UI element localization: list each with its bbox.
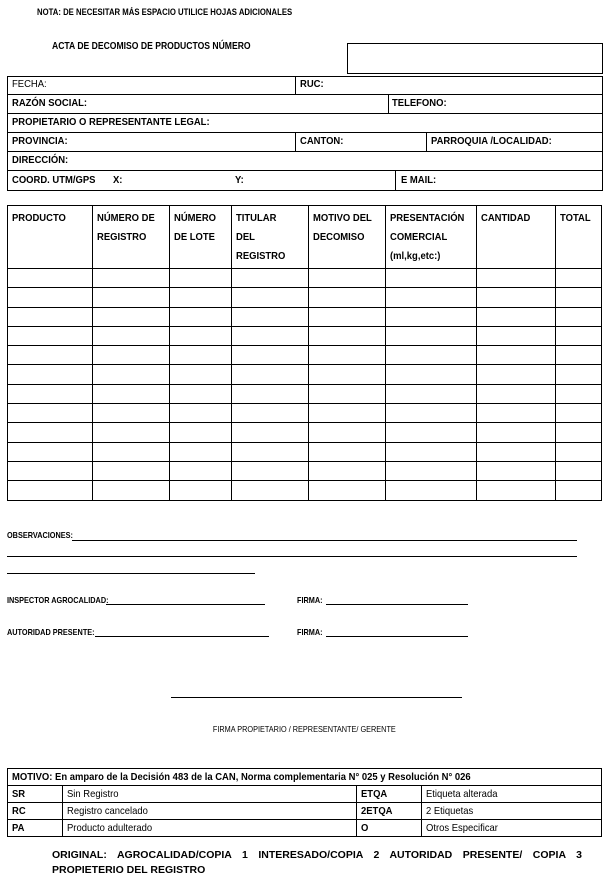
table-row: [8, 481, 602, 500]
table-cell[interactable]: [556, 269, 602, 288]
table-cell[interactable]: [385, 346, 477, 365]
table-cell[interactable]: [169, 346, 231, 365]
table-cell[interactable]: [8, 269, 93, 288]
fecha-label: FECHA:: [12, 78, 47, 90]
table-cell[interactable]: [477, 442, 556, 461]
table-cell[interactable]: [8, 442, 93, 461]
inspector-line[interactable]: [106, 604, 265, 605]
table-cell[interactable]: [308, 384, 385, 403]
table-header-row: [8, 206, 602, 269]
table-cell[interactable]: [308, 288, 385, 307]
table-cell[interactable]: [308, 423, 385, 442]
table-cell[interactable]: [92, 269, 169, 288]
table-cell[interactable]: [477, 423, 556, 442]
table-cell[interactable]: [477, 326, 556, 345]
table-cell[interactable]: [92, 423, 169, 442]
table-row: [8, 423, 602, 442]
table-row: [8, 365, 602, 384]
table-cell[interactable]: [308, 307, 385, 326]
table-cell[interactable]: [308, 404, 385, 423]
col-header: NÚMERO DE REGISTRO: [92, 206, 169, 269]
table-cell[interactable]: [8, 326, 93, 345]
table-cell[interactable]: [92, 384, 169, 403]
table-cell[interactable]: [556, 423, 602, 442]
table-cell[interactable]: [556, 307, 602, 326]
table-cell[interactable]: [385, 326, 477, 345]
table-cell[interactable]: [385, 481, 477, 500]
parroquia-label: PARROQUIA /LOCALIDAD:: [431, 135, 552, 147]
table-cell[interactable]: [169, 404, 231, 423]
table-row: [8, 269, 602, 288]
table-cell[interactable]: [477, 307, 556, 326]
table-cell[interactable]: [8, 423, 93, 442]
table-cell[interactable]: [477, 269, 556, 288]
table-cell[interactable]: [231, 346, 308, 365]
table-cell[interactable]: [556, 288, 602, 307]
firma-autoridad-label: FIRMA:: [297, 627, 323, 637]
observaciones-line-1[interactable]: [72, 540, 577, 541]
owner-signature-label: FIRMA PROPIETARIO / REPRESENTANTE/ GERENTE: [212, 724, 396, 734]
col-header: NÚMERO DE LOTE: [169, 206, 231, 269]
coord-label: COORD. UTM/GPS: [12, 174, 96, 186]
table-cell[interactable]: [92, 288, 169, 307]
canton-label: CANTON:: [300, 135, 344, 147]
coord-x-label: X:: [113, 174, 123, 186]
table-cell[interactable]: [8, 288, 93, 307]
table-cell[interactable]: [169, 365, 231, 384]
firma-autoridad-line[interactable]: [326, 636, 468, 637]
table-cell[interactable]: [385, 307, 477, 326]
table-cell[interactable]: [8, 365, 93, 384]
table-cell[interactable]: [231, 442, 308, 461]
table-cell[interactable]: [8, 307, 93, 326]
table-cell[interactable]: [8, 346, 93, 365]
table-cell[interactable]: [385, 442, 477, 461]
provincia-label: PROVINCIA:: [12, 135, 68, 147]
table-cell[interactable]: [231, 365, 308, 384]
table-cell[interactable]: [231, 384, 308, 403]
table-cell[interactable]: [308, 346, 385, 365]
table-cell[interactable]: [308, 365, 385, 384]
owner-signature-line[interactable]: [171, 697, 462, 698]
table-cell[interactable]: [308, 326, 385, 345]
table-cell[interactable]: [8, 384, 93, 403]
table-cell[interactable]: [8, 404, 93, 423]
col-header: TOTAL: [556, 206, 602, 269]
table-cell[interactable]: [477, 461, 556, 480]
products-table: [7, 205, 602, 501]
table-cell[interactable]: [92, 346, 169, 365]
table-cell[interactable]: [169, 442, 231, 461]
table-cell[interactable]: [308, 481, 385, 500]
table-cell[interactable]: [385, 423, 477, 442]
email-label: E MAIL:: [401, 174, 437, 186]
table-cell[interactable]: [477, 481, 556, 500]
table-cell[interactable]: [92, 481, 169, 500]
motivo-title: MOTIVO: En amparo de la Decisión 483 de la CAN, Norma complementaria N° 025 y Resolución N° 026: [8, 769, 602, 786]
col-header: TITULAR DEL REGISTRO: [231, 206, 308, 269]
table-cell[interactable]: [231, 288, 308, 307]
act-number-field[interactable]: [347, 43, 603, 74]
table-cell[interactable]: [8, 461, 93, 480]
table-row: [8, 326, 602, 345]
table-cell[interactable]: [92, 404, 169, 423]
table-cell[interactable]: [308, 442, 385, 461]
table-cell[interactable]: [308, 461, 385, 480]
table-cell[interactable]: [92, 365, 169, 384]
table-cell[interactable]: [169, 481, 231, 500]
table-cell[interactable]: [8, 481, 93, 500]
table-row: [8, 307, 602, 326]
table-cell[interactable]: [169, 384, 231, 403]
inspector-label: INSPECTOR AGROCALIDAD:: [7, 595, 109, 605]
table-cell[interactable]: [169, 288, 231, 307]
table-row: [8, 461, 602, 480]
direccion-label: DIRECCIÓN:: [12, 154, 69, 166]
autoridad-line[interactable]: [95, 636, 269, 637]
table-cell[interactable]: [556, 346, 602, 365]
table-cell[interactable]: [92, 326, 169, 345]
table-row: [8, 384, 602, 403]
col-header: CANTIDAD: [477, 206, 556, 269]
table-row: [8, 288, 602, 307]
firma-inspector-label: FIRMA:: [297, 595, 323, 605]
table-cell[interactable]: [477, 404, 556, 423]
table-cell[interactable]: [556, 384, 602, 403]
table-cell[interactable]: [477, 365, 556, 384]
table-cell[interactable]: [308, 269, 385, 288]
autoridad-label: AUTORIDAD PRESENTE:: [7, 627, 95, 637]
table-cell[interactable]: [556, 404, 602, 423]
motivo-row: PA Producto adulterado O Otros Especificar: [8, 820, 602, 837]
header-note: NOTA: DE NECESITAR MÁS ESPACIO UTILICE HOJAS ADICIONALES: [37, 7, 293, 17]
razon-social-label: RAZÓN SOCIAL:: [12, 97, 88, 109]
col-header: MOTIVO DEL DECOMISO: [308, 206, 385, 269]
observaciones-line-3[interactable]: [7, 573, 255, 574]
table-cell[interactable]: [556, 461, 602, 480]
propietario-label: PROPIETARIO O REPRESENTANTE LEGAL:: [12, 116, 210, 128]
table-cell[interactable]: [385, 384, 477, 403]
col-header: PRESENTACIÓN COMERCIAL (ml,kg,etc:): [385, 206, 477, 269]
table-cell[interactable]: [92, 442, 169, 461]
col-header: PRODUCTO: [8, 206, 93, 269]
table-cell[interactable]: [169, 326, 231, 345]
motivo-row: RC Registro cancelado 2ETQA 2 Etiquetas: [8, 803, 602, 820]
table-cell[interactable]: [231, 461, 308, 480]
table-cell[interactable]: [169, 423, 231, 442]
table-row: [8, 442, 602, 461]
table-cell[interactable]: [92, 461, 169, 480]
table-cell[interactable]: [556, 481, 602, 500]
table-cell[interactable]: [385, 269, 477, 288]
table-cell[interactable]: [477, 384, 556, 403]
telefono-label: TELEFONO:: [392, 97, 447, 109]
table-cell[interactable]: [231, 423, 308, 442]
table-cell[interactable]: [92, 307, 169, 326]
form-title: ACTA DE DECOMISO DE PRODUCTOS NÚMERO: [52, 41, 251, 52]
table-cell[interactable]: [477, 288, 556, 307]
table-cell[interactable]: [385, 461, 477, 480]
table-row: [8, 346, 602, 365]
table-cell[interactable]: [169, 307, 231, 326]
table-cell[interactable]: [231, 404, 308, 423]
coord-y-label: Y:: [235, 174, 244, 186]
table-cell[interactable]: [231, 481, 308, 500]
table-cell[interactable]: [385, 404, 477, 423]
observaciones-label: OBSERVACIONES:: [7, 530, 73, 540]
ruc-label: RUC:: [300, 78, 324, 90]
table-cell[interactable]: [385, 288, 477, 307]
motivo-row: SR Sin Registro ETQA Etiqueta alterada: [8, 786, 602, 803]
table-cell[interactable]: [231, 326, 308, 345]
table-cell[interactable]: [477, 346, 556, 365]
table-cell[interactable]: [385, 365, 477, 384]
motivo-table: [7, 768, 602, 837]
table-cell[interactable]: [169, 461, 231, 480]
copies-footer: ORIGINAL: AGROCALIDAD/COPIA 1 INTERESADO/COPIA 2 AUTORIDAD PRESENTE/ COPIA 3 PROPIETERIO DEL REGISTRO: [52, 849, 582, 876]
table-cell[interactable]: [231, 307, 308, 326]
table-cell[interactable]: [231, 269, 308, 288]
observaciones-line-2[interactable]: [7, 556, 577, 557]
table-row: [8, 404, 602, 423]
table-cell[interactable]: [556, 326, 602, 345]
firma-inspector-line[interactable]: [326, 604, 468, 605]
table-cell[interactable]: [169, 269, 231, 288]
table-cell[interactable]: [556, 365, 602, 384]
table-cell[interactable]: [556, 442, 602, 461]
